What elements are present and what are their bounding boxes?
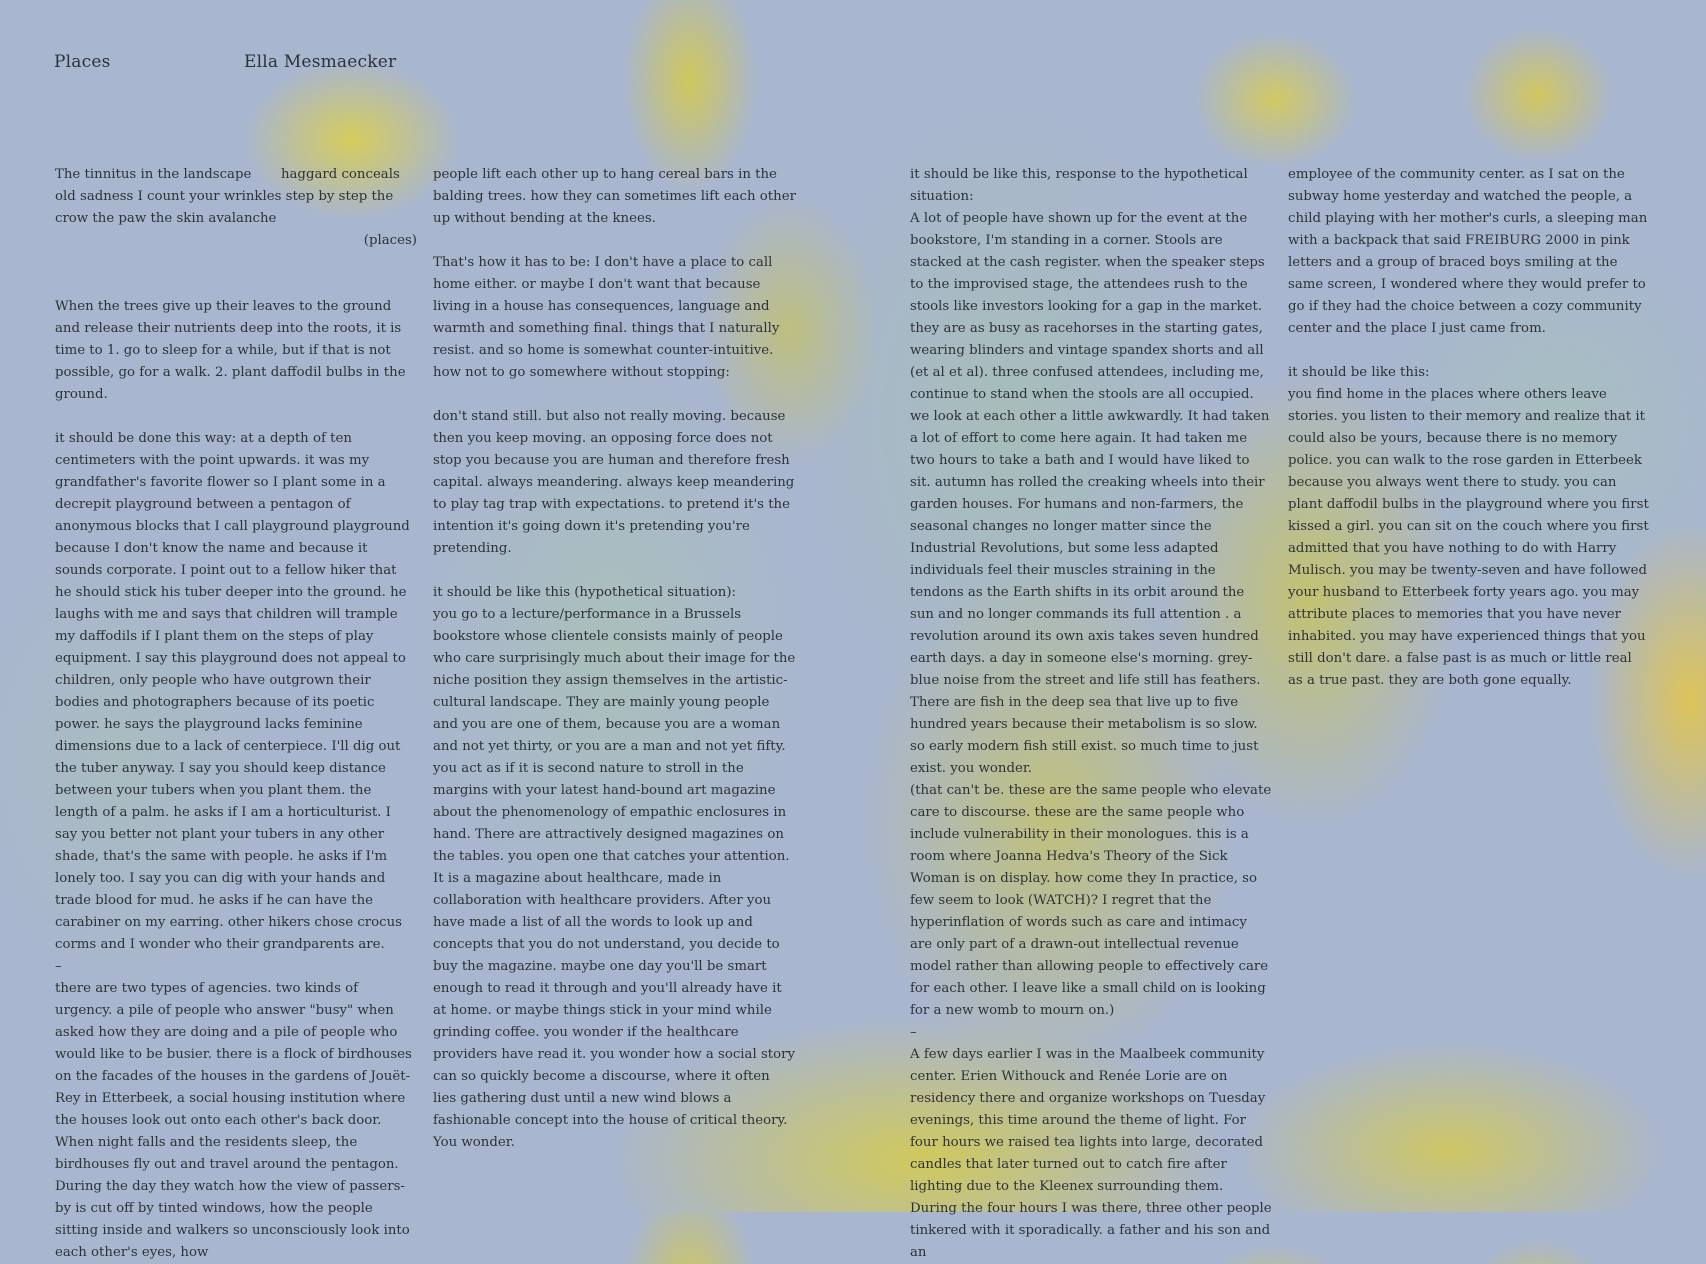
paragraph: don't stand still. but also not really moving. because then you keep moving. an opposing force does not stop you because you are human and therefore fresh capital. always meandering. always keep meandering to play tag trap with expectations. to pretend it's the intention it's going down it's pretending you're pretending.	[433, 409, 795, 556]
poem-first-part: The tinnitus in the landscape	[55, 167, 252, 182]
paragraph: employee of the community center. as I sat on the subway home yesterday and watched the people, a child playing with her mother's curls, a sleeping man with a backpack that said FREIBURG 2000 in pink letters and a group of braced boys smiling at the same screen, I wondered where they would prefer to go if they had the choice between a cozy community center and the place I just came from.	[1288, 167, 1648, 336]
poem-label: (places)	[363, 233, 417, 248]
author-name: Ella Mesmaecker	[244, 52, 397, 72]
section-heading: it should be like this, response to the hypothetical situation:	[910, 167, 1248, 204]
section-dash: –	[55, 959, 62, 974]
paragraph: A few days earlier I was in the Maalbeek community center. Erien Withouck and Renée Lorie are on residency there and organize workshops on Tuesday evenings, this time around the theme of light. For four hours we raised tea lights into large, decorated candles that later turned out to catch fire after lighting due to the Kleenex surrounding them. During the four hours I was there, three other people tinkered with it sporadically. a father and his son and an	[910, 1047, 1272, 1260]
paragraph: That's how it has to be: I don't have a place to call home either. or maybe I don't want that because living in a house has consequences, language and warmth and something final. things that I naturally resist. and so home is somewhat counter-intuitive. how not to go somewhere without stopping:	[433, 255, 780, 380]
poem-second-part: haggard conceals old sadness I count your wrinkles step by step the crow the paw the skin avalanche	[55, 167, 400, 226]
paragraph: (that can't be. these are the same people who elevate care to discourse. these are the same people who include vulnerability in their monologues. this is a room where Joanna Hedva's Theory of the Sick Woman is on display. how come they In practice, so few seem to look (WATCH)? I regret that the hyperinflation of words such as care and intimacy are only part of a drawn-out intellectual revenue model rather than allowing people to effectively care for each other. I leave like a small child on is looking for a new womb to mourn on.)	[910, 783, 1272, 1018]
paragraph: you go to a lecture/performance in a Brussels bookstore whose clientele consists mainly of people who care surprisingly much about their image for the niche position they assign themselves in the artistic-cultural landscape. They are mainly young people and you are one of them, because you are a woman and not yet thirty, or you are a man and not yet fifty. you act as if it is second nature to stroll in the margins with your latest hand-bound art magazine about the phenomenology of empathic enclosures in hand. There are attractively designed magazines on the tables. you open one that catches your attention. It is a magazine about healthcare, made in collaboration with healthcare providers. After you have made a list of all the words to look up and concepts that you do not understand, you decide to buy the magazine. maybe one day you'll be smart enough to read it through and you'll already have it at home. or maybe things stick in your mind while grinding coffee. you wonder if the healthcare providers have read it. you wonder how a social story can so quickly become a discourse, where it often lies gathering dust until a new wind blows a fashionable concept into the house of critical theory. You wonder.	[433, 607, 796, 1150]
paragraph: you find home in the places where others leave stories. you listen to their memory and realize that it could also be yours, because there is no memory police. you can walk to the rose garden in Etterbeek because you always went there to study. you can plant daffodil bulbs in the playground where you first kissed a girl. you can sit on the couch where you first admitted that you have nothing to do with Harry Mulisch. you may be twenty-seven and have followed your husband to Etterbeek forty years ago. you may attribute places to memories that you have never inhabited. you may have experienced things that you still don't dare. a false past is as much or little real as a true past. they are both gone equally.	[1288, 387, 1649, 688]
section-heading: it should be like this (hypothetical situation):	[433, 585, 736, 600]
text-column-1	[55, 164, 417, 1264]
text-column-2	[433, 164, 796, 1154]
poem-text	[55, 164, 417, 230]
text-column-3	[910, 164, 1272, 1264]
page-title: Places	[54, 52, 111, 72]
paragraph: people lift each other up to hang cereal bars in the balding trees. how they can sometimes lift each other up without bending at the knees.	[433, 167, 796, 226]
text-column-4	[1288, 164, 1650, 692]
paragraph: A lot of people have shown up for the event at the bookstore, I'm standing in a corner. Stools are stacked at the cash register. when the speaker steps to the improvised stage, the attendees rush to the stools like investors looking for a gap in the market. they are as busy as racehorses in the starting gates, wearing blinders and vintage spandex shorts and all (et al et al). three confused attendees, including me, continue to stand when the stools are all occupied. we look at each other a little awkwardly. It had taken a lot of effort to come here again. It had taken me two hours to take a bath and I would have liked to sit. autumn has rolled the creaking wheels into their garden houses. For humans and non-farmers, the seasonal changes no longer matter since the Industrial Revolutions, but some less adapted individuals feel their muscles straining in the tendons as the Earth shifts in its orbit around the sun and no longer commands its full attention . a revolution around its own axis takes seven hundred earth days. a day in someone else's morning. grey-blue noise from the street and life still has feathers. There are fish in the deep sea that live up to five hundred years because their metabolism is so slow. so early modern fish still exist. so much time to just exist. you wonder.	[910, 211, 1270, 776]
paragraph: it should be done this way: at a depth of ten centimeters with the point upwards. it was my grandfather's favorite flower so I plant some in a decrepit playground between a pentagon of anonymous blocks that I call playground playground because I don't know the name and because it sounds corporate. I point out to a fellow hiker that he should stick his tuber deeper into the ground. he laughs with me and says that children will trample my daffodils if I plant them on the steps of play equipment. I say this playground does not appeal to children, only people who have outgrown their bodies and photographers because of its poetic power. he says the playground lacks feminine dimensions due to a lack of centerpiece. I'll dig out the tuber anyway. I say you should keep distance between your tubers when you plant them. the length of a palm. he asks if I am a horticulturist. I say you better not plant your tubers in any other shade, that's the same with people. he asks if I'm lonely too. I say you can dig with your hands and trade blood for mud. he asks if he can have the carabiner on my earring. other hikers chose crocus corms and I wonder who their grandparents are.	[55, 431, 410, 952]
section-dash: –	[910, 1025, 917, 1040]
paragraph: there are two types of agencies. two kinds of urgency. a pile of people who answer "busy" when asked how they are doing and a pile of people who would like to be busier. there is a flock of birdhouses on the facades of the houses in the gardens of Jouët-Rey in Etterbeek, a social housing institution where the houses look out onto each other's back door. When night falls and the residents sleep, the birdhouses fly out and travel around the pentagon. During the day they watch how the view of passers-by is cut off by tinted windows, how the people sitting inside and walkers so unconsciously look into each other's eyes, how	[55, 981, 412, 1260]
section-heading: it should be like this:	[1288, 365, 1430, 380]
paragraph: When the trees give up their leaves to the ground and release their nutrients deep into the roots, it is time to 1. go to sleep for a while, but if that is not possible, go for a walk. 2. plant daffodil bulbs in the ground.	[55, 299, 406, 402]
